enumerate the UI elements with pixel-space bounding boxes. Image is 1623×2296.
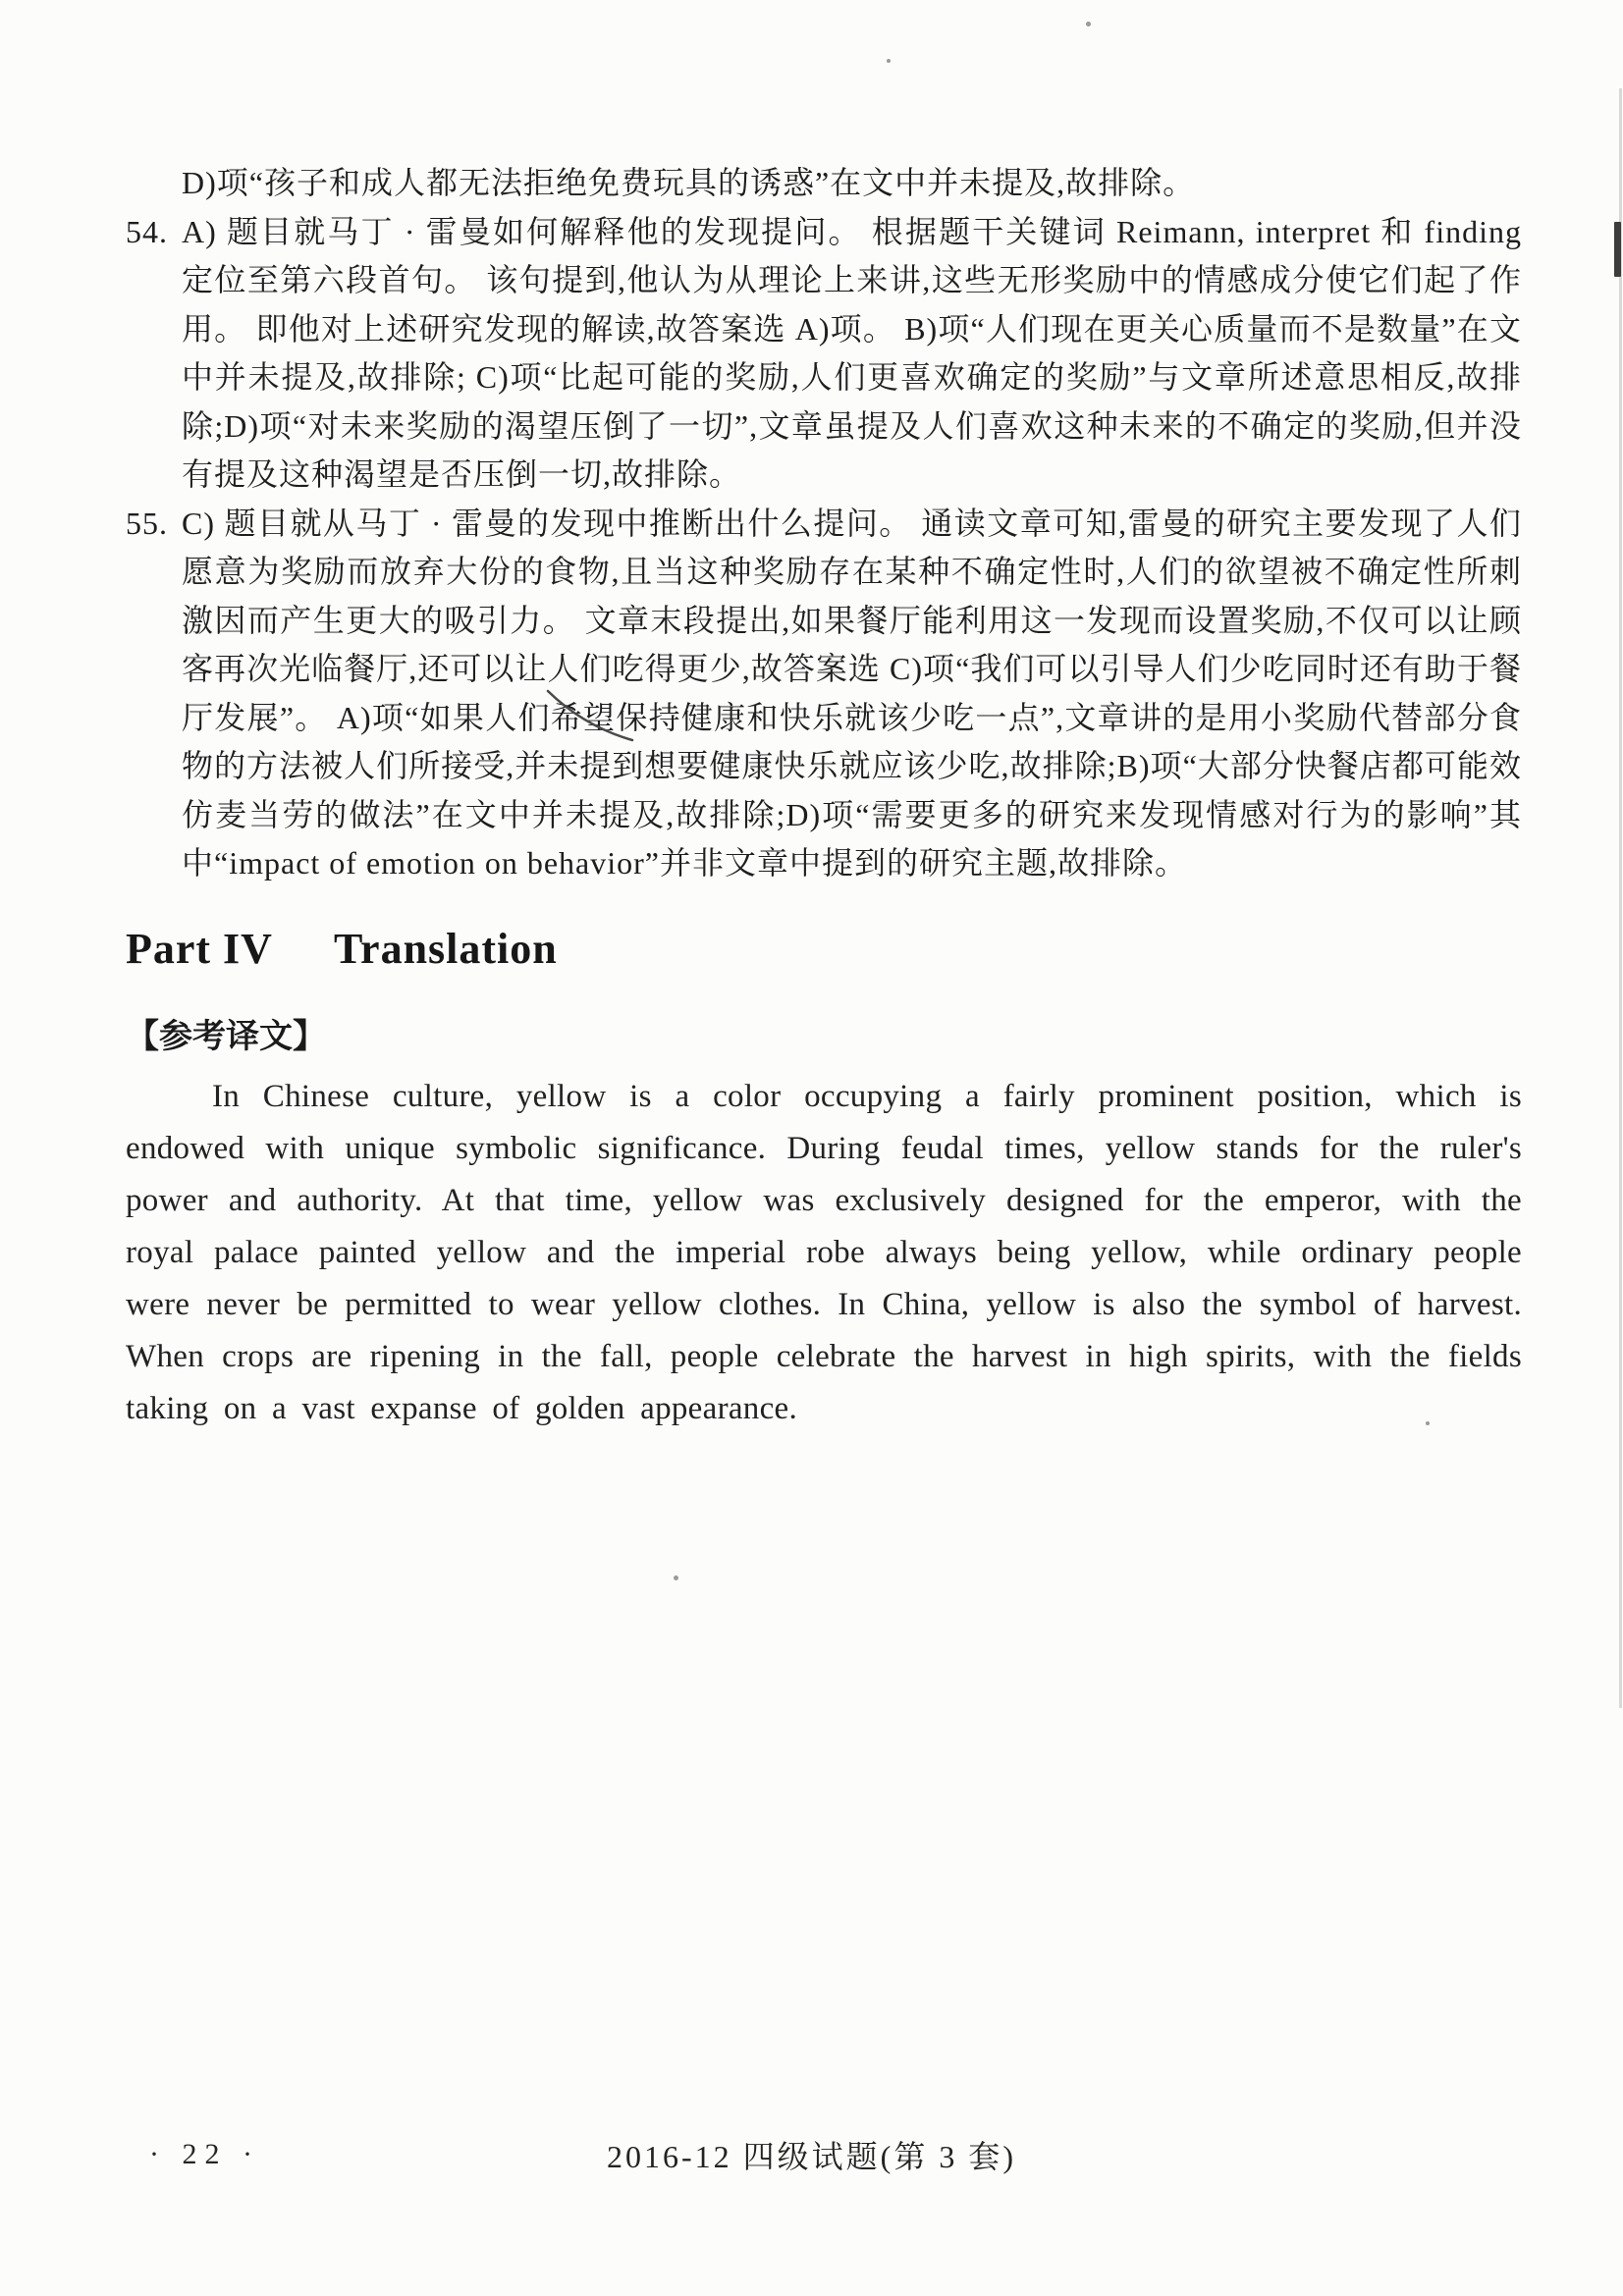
page-content — [126, 159, 1522, 1435]
scan-speck — [887, 59, 891, 63]
answer-explanations-block — [126, 159, 1522, 888]
question-54-number: 54. — [126, 213, 168, 249]
question-55-number: 55. — [126, 505, 168, 541]
page-number: · 22 · — [149, 2138, 260, 2170]
page-footer — [0, 2132, 1623, 2181]
part-label: Part IV — [126, 924, 273, 973]
scan-speck — [674, 1575, 678, 1580]
pen-stroke-artifact — [530, 675, 658, 764]
question-55-explanation: C) 题目就从马丁 · 雷曼的发现中推断出什么提问。 通读文章可知,雷曼的研究主要发现了人们愿意为奖励而放弃大份的食物,且当这种奖励存在某种不确定性时,人们的欲望被不确定性所刺激因而产生更大的吸引力。 文章末段提出,如果餐厅能利用这一发现而设置奖励,不仅可以让顾客再次光临餐厅,还可以让人们吃得更少,故答案选 C)项“我们可以引导人们少吃同时还有助于餐厅发展”。 A)项“如果人们希望保持健康和快乐就该少吃一点”,文章讲的是用小奖励代替部分食物的方法被人们所接受,并未提到想要健康快乐就应该少吃,故排除;B)项“大部分快餐店都可能效仿麦当劳的做法”在文中并未提及,故排除;D)项“需要更多的研究来发现情感对行为的影响”其中“impact of emotion on behavior”并非文章中提到的研究主题,故排除。 — [182, 505, 1522, 881]
footer-booklet-label: 2016-12 四级试题(第 3 套) — [607, 2139, 1016, 2174]
scan-speck — [1086, 22, 1091, 27]
part-title: Translation — [333, 924, 558, 973]
answer-item-54 — [126, 208, 1522, 500]
part-iv-heading — [126, 924, 1522, 974]
scan-edge-mark — [1614, 222, 1621, 277]
scan-speck — [1426, 1421, 1430, 1425]
question-54-explanation: A) 题目就马丁 · 雷曼如何解释他的发现提问。 根据题干关键词 Reimann, interpret 和 finding 定位至第六段首句。 该句提到,他认为从理论上来讲,这些无形奖励中的情感成分使它们起了作用。 即他对上述研究发现的解读,故答案选 A)项。 B)项“人们现在更关心质量而不是数量”在文中并未提及,故排除; C)项“比起可能的奖励,人们更喜欢确定的奖励”与文章所述意思相反,故排除;D)项“对未来奖励的渴望压倒了一切”,文章虽提及人们喜欢这种未来的不确定的奖励,但并没有提及这种渴望是否压倒一切,故排除。 — [182, 213, 1522, 492]
scan-edge-shadow — [1619, 88, 1622, 1708]
answer-item-55 — [126, 500, 1522, 888]
answer-53-option-d-continuation: D)项“孩子和成人都无法拒绝免费玩具的诱惑”在文中并未提及,故排除。 — [182, 165, 1196, 200]
reference-translation-label: 【参考译文】 — [126, 1018, 326, 1055]
reference-translation-paragraph: In Chinese culture, yellow is a color occupying a fairly prominent position, which is endowed with unique symbolic significance. During feudal times, yellow stands for the ruler's power and authority. At that time, yellow was exclusively designed for the emperor, with the royal palace painted yellow and the imperial robe always being yellow, while ordinary people were never be permitted to wear yellow clothes. In China, yellow is also the symbol of harvest. When crops are ripening in the fall, people celebrate the harvest in high spirits, with the fields taking on a vast expanse of golden appearance. — [126, 1078, 1522, 1426]
